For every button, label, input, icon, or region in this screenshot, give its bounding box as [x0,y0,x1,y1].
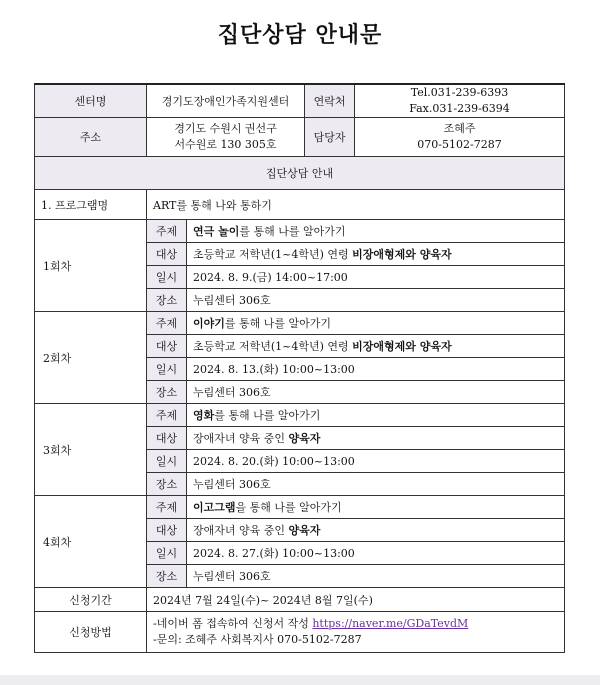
page-title: 집단상담 안내문 [217,23,383,48]
session-1-label: 1회차 [35,220,147,312]
session-1-place: 누림센터 306호 [187,289,565,312]
target-emphasis: 비장애형제와 양육자 [352,340,452,353]
address-label: 주소 [35,118,147,157]
apply-value [147,612,565,653]
place-label: 장소 [147,565,187,588]
target-text: 장애자녀 양육 중인 [193,432,289,445]
target-label: 대상 [147,335,187,358]
address-line-1: 경기도 수원시 권선구 [174,122,277,135]
session-3-label: 3회차 [35,404,147,496]
tel-number: Tel.031-239-6393 [410,86,509,99]
session-2-label: 2회차 [35,312,147,404]
program-row [35,190,565,220]
manager-name: 조혜주 [443,122,476,135]
center-name: 경기도장애인가족지원센터 [147,84,305,118]
session-2-place: 누림센터 306호 [187,381,565,404]
session-1-topic-row [35,220,565,243]
manager-label: 담당자 [305,118,355,157]
topic-emphasis: 연극 놀이 [193,225,240,238]
target-label: 대상 [147,427,187,450]
topic-label: 주제 [147,404,187,427]
target-text: 장애자녀 양육 중인 [193,524,289,537]
topic-text: 를 통해 나를 알아가기 [239,225,346,238]
topic-label: 주제 [147,312,187,335]
manager-values [355,118,565,157]
section-title: 집단상담 안내 [35,157,565,190]
topic-label: 주제 [147,220,187,243]
date-label: 일시 [147,450,187,473]
apply-label: 신청방법 [35,612,147,653]
place-label: 장소 [147,381,187,404]
session-4-target [187,519,565,542]
topic-text: 를 통해 나를 알아가기 [224,317,332,330]
date-label: 일시 [147,542,187,565]
session-3-topic-row [35,404,565,427]
session-3-topic [187,404,565,427]
contact-values [355,84,565,118]
session-4-topic-row [35,496,565,519]
fax-number: Fax.031-239-6394 [409,102,510,115]
info-table [34,83,565,653]
session-4-topic [187,496,565,519]
session-1-topic [187,220,565,243]
apply-form-link[interactable]: https://naver.me/GDaTevdM [312,617,469,630]
session-2-topic-row [35,312,565,335]
session-4-date: 2024. 8. 27.(화) 10:00~13:00 [187,542,565,565]
date-label: 일시 [147,358,187,381]
place-label: 장소 [147,473,187,496]
topic-text: 을 통해 나를 알아가기 [235,501,342,514]
apply-line-2: -문의: 조혜주 사회복지사 070-5102-7287 [153,633,362,646]
session-3-target [187,427,565,450]
center-row [35,84,565,118]
program-name: ART를 통해 나와 통하기 [147,190,565,220]
center-label: 센터명 [35,84,147,118]
target-text: 초등학교 저학년(1~4학년) 연령 [193,340,353,353]
topic-label: 주제 [147,496,187,519]
session-3-place: 누림센터 306호 [187,473,565,496]
contact-label: 연락처 [305,84,355,118]
bottom-bar [0,675,600,685]
manager-phone: 070-5102-7287 [417,138,502,151]
session-1-date: 2024. 8. 9.(금) 14:00~17:00 [187,266,565,289]
topic-emphasis: 영화 [193,409,215,422]
session-4-place: 누림센터 306호 [187,565,565,588]
address-line-2: 서수원로 130 305호 [174,138,277,151]
session-2-target [187,335,565,358]
topic-emphasis: 이야기 [193,317,225,330]
date-label: 일시 [147,266,187,289]
target-emphasis: 양육자 [288,432,321,445]
session-3-date: 2024. 8. 20.(화) 10:00~13:00 [187,450,565,473]
apply-text: -네이버 폼 접속하여 신청서 작성 [153,617,313,630]
topic-emphasis: 이고그램 [193,501,236,514]
period-row [35,588,565,612]
session-1-target [187,243,565,266]
period-value: 2024년 7월 24일(수)~ 2024년 8월 7일(수) [147,588,565,612]
apply-row [35,612,565,653]
program-label: 1. 프로그램명 [35,190,147,220]
topic-text: 를 통해 나를 알아가기 [214,409,321,422]
section-row [35,157,565,190]
address-row [35,118,565,157]
session-2-date: 2024. 8. 13.(화) 10:00~13:00 [187,358,565,381]
place-label: 장소 [147,289,187,312]
target-emphasis: 양육자 [288,524,321,537]
target-text: 초등학교 저학년(1~4학년) 연령 [193,248,353,261]
target-label: 대상 [147,519,187,542]
target-label: 대상 [147,243,187,266]
session-4-label: 4회차 [35,496,147,588]
apply-line-1 [153,616,558,632]
session-2-topic [187,312,565,335]
period-label: 신청기간 [35,588,147,612]
address-value [147,118,305,157]
target-emphasis: 비장애형제와 양육자 [352,248,452,261]
